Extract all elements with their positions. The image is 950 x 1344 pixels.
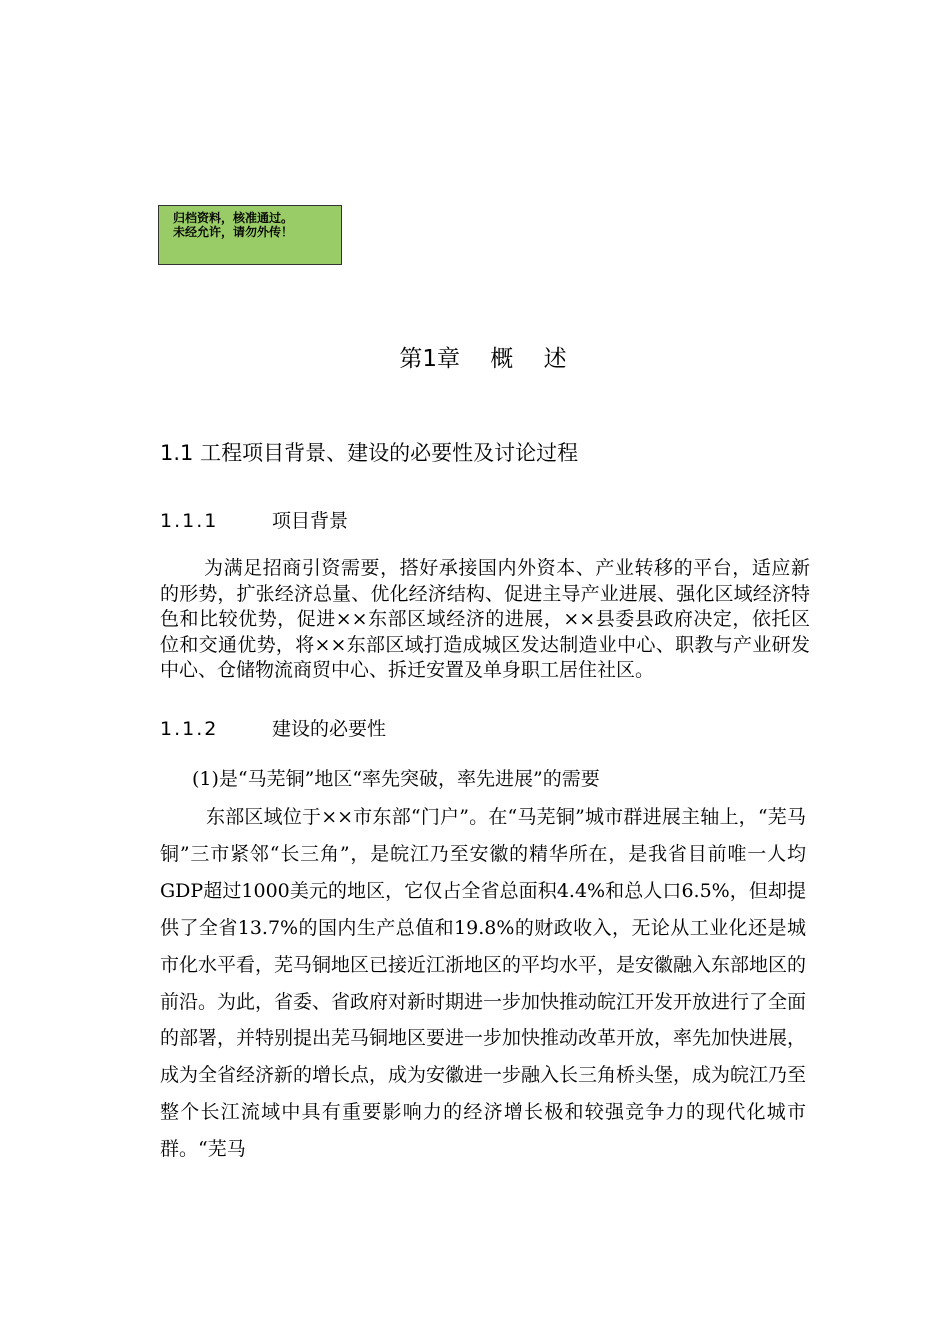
section-heading: 1.1 工程项目背景、建设的必要性及讨论过程 xyxy=(160,441,579,465)
body-paragraph-background: 为满足招商引资需要，搭好承接国内外资本、产业转移的平台，适应新的形势，扩张经济总量、优化经济结构、促进主导产业进展、强化区域经济特色和比较优势，促进××东部区域经济的进展，××县委县政府决定，依托区位和交通优势，将××东部区域打造成城区发达制造业中心、职教与产业研发中心、仓储物流商贸中心、拆迁安置及单身职工居住社区。 xyxy=(160,557,810,681)
subsection-number: 1.1.2 xyxy=(160,718,219,740)
stamp-line-2: 未经允许，请勿外传！ xyxy=(173,225,294,239)
subsection-title: 建设的必要性 xyxy=(272,718,387,740)
body-paragraph-necessity: 东部区域位于××市东部“门户”。在“马芜铜”城市群进展主轴上，“芜马铜”三市紧邻“长三角”，是皖江乃至安徽的精华所在，是我省目前唯一人均GDP超过1000美元的地区，它仅占全省总面积4.4%和总人口6.5%，但却提供了全省13.7%的国内生产总值和19.8%的财政收入，无论从工业化还是城市化水平看，芜马铜地区已接近江浙地区的平均水平，是安徽融入东部地区的前沿。为此，省委、省政府对新时期进一步加快推动皖江开发开放进行了全面的部署，并特别提出芜马铜地区要进一步加快推动改革开放，率先加快进展，成为全省经济新的增长点，成为安徽进一步融入长三角桥头堡，成为皖江乃至整个长江流域中具有重要影响力的经济增长极和较强竞争力的现代化城市群。“芜马 xyxy=(160,806,807,1161)
chapter-title: 第1章 概 述 xyxy=(399,346,567,372)
subsection-title: 项目背景 xyxy=(272,510,349,532)
subsection-heading-1 xyxy=(160,508,348,534)
subsection-number: 1.1.1 xyxy=(160,510,219,532)
subsection-heading-2 xyxy=(160,716,386,742)
list-item-heading: (1)是“马芜铜”地区“率先突破，率先进展”的需要 xyxy=(192,768,600,790)
stamp-line-1: 归档资料，核准通过。 xyxy=(173,211,294,225)
archive-stamp xyxy=(158,205,342,265)
